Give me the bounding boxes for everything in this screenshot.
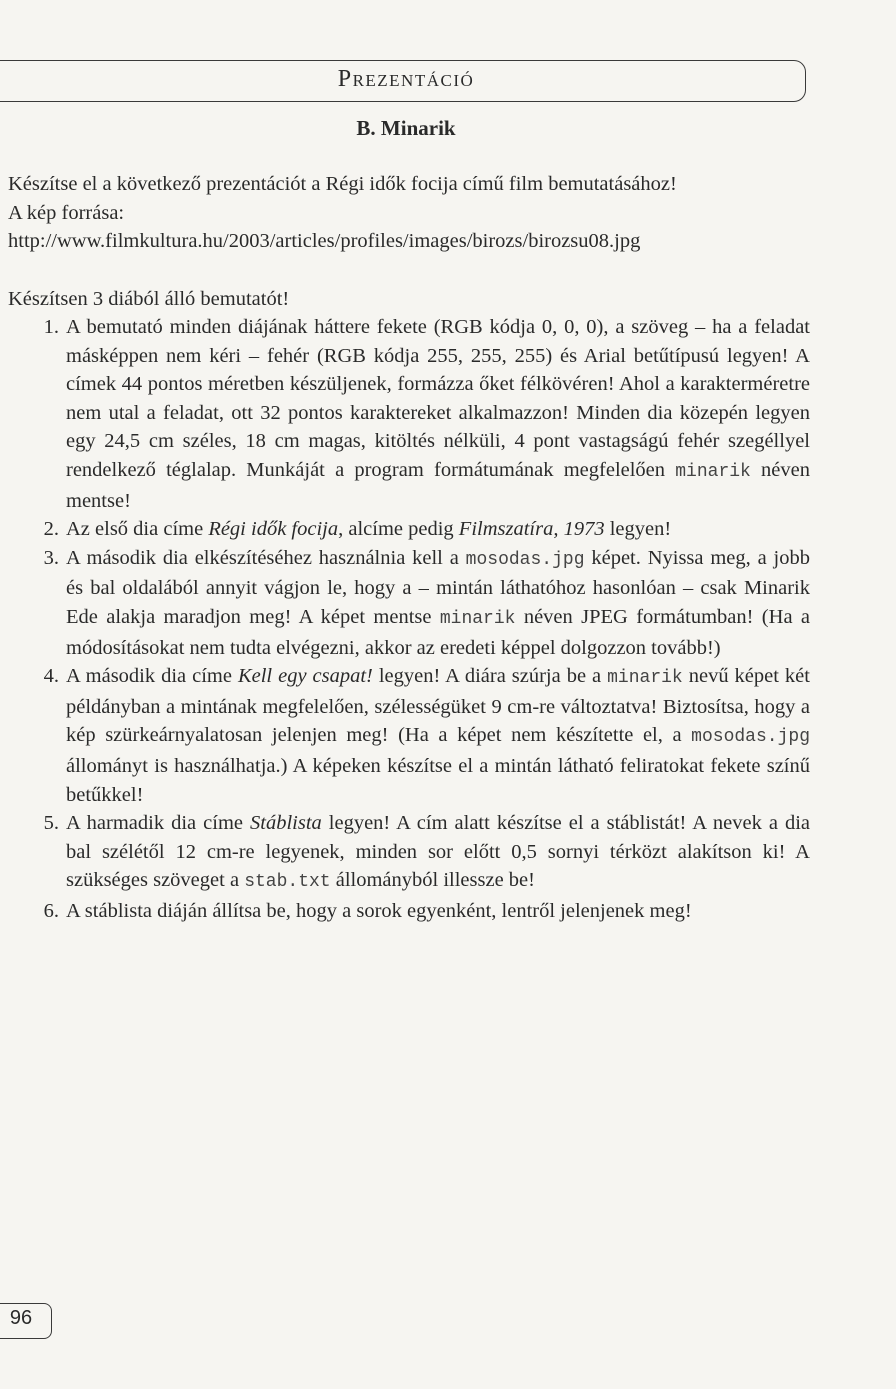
task-number: 5.: [43, 812, 59, 835]
task-lead: [8, 285, 810, 314]
intro-line: Készítse el a következő prezentációt a Régi idők focija című film bemutatásához!: [8, 173, 677, 195]
task-item: [8, 809, 810, 897]
task-item: [8, 515, 810, 544]
task-text: A bemutató minden diájának háttere fekete (RGB kódja 0, 0, 0), a szöveg – ha a feladat másképpen nem kéri – fehér (RGB kódja 255, 255, 255) és Arial betűtípusú legyen! A címek 44 pontos méretben készüljenek, formázza őket félkövéren! Ahol a karakterméretre nem utal a feladat, ott 32 pontos karaktereket alkalmazzon! Minden dia közepén legyen egy 24,5 cm széles, 18 cm magas, kitöltés nélküli, 4 pont vastagságú fehér szegéllyel rendelkező téglalap. Munkáját a program formátumának megfelelően: [66, 316, 810, 481]
author-name: B. Minarik: [356, 116, 456, 140]
task-text: legyen!: [604, 518, 672, 541]
task-text: legyen! A cím alatt készítse el a stáblistát! A nevek a dia bal szélétől 12 cm-re legyenek, minden sor előtt 0,5 sornyi térközt alakítson ki! A szükséges szöveget a: [66, 812, 810, 892]
task-text: A harmadik dia címe: [66, 812, 250, 835]
task-text: A második dia címe: [66, 665, 238, 688]
task-item: [8, 313, 810, 515]
task-text: néven mentse!: [66, 458, 810, 512]
task-item: [8, 897, 810, 926]
filename: minarik: [439, 608, 516, 629]
task-number: 2.: [43, 518, 59, 541]
task-text: nevű képet két példányban a mintának megfelelően, szélességüket 9 cm-re változtatva! Biztosítsa, hogy a kép szürkeárnyalatosan jelenjen meg! (Ha a képet nem készítette el, a: [66, 665, 810, 747]
task-text: , alcíme pedig: [338, 518, 459, 541]
task-item: [8, 544, 810, 662]
italic-title: Régi idők focija: [208, 518, 339, 541]
task-lead-text: Készítsen 3 diából álló bemutatót!: [8, 288, 290, 310]
page-number: 96: [9, 1307, 33, 1329]
intro-paragraph: [8, 170, 810, 256]
page-title: Prezentáció: [337, 66, 475, 92]
task-number: 1.: [43, 316, 59, 338]
italic-title: Filmszatíra, 1973: [458, 518, 605, 541]
filename: stab.txt: [244, 872, 331, 893]
task-list: [8, 313, 810, 925]
task-text: néven JPEG formátumban! (Ha a módosításokat nem tudta elvégezni, akkor az eredeti képpel dolgozzon tovább!): [66, 605, 810, 659]
filename: mosodas.jpg: [465, 549, 585, 570]
source-url: http://www.filmkultura.hu/2003/articles/profiles/images/birozs/birozsu08.jpg: [8, 230, 641, 253]
task-text: Az első dia címe: [66, 518, 209, 541]
filename: minarik: [675, 461, 751, 482]
task-number: 4.: [43, 665, 59, 688]
task-number: 3.: [43, 546, 59, 569]
task-text: képet. Nyissa meg, a jobb és bal oldalából annyit vágjon le, hogy a – mintán láthatóhoz hasonlóan – csak Minarik Ede alakja maradjon meg! A képet mentse: [66, 546, 810, 628]
filename: mosodas.jpg: [691, 727, 810, 748]
task-text: legyen! A diára szúrja be a: [372, 665, 608, 688]
italic-title: Kell egy csapat!: [237, 665, 373, 688]
task-text: A stáblista diáján állítsa be, hogy a sorok egyenként, lentről jelenjenek meg!: [66, 899, 692, 922]
filename: minarik: [607, 668, 683, 689]
italic-title: Stáblista: [250, 812, 322, 835]
task-text: állományból illessze be!: [330, 869, 535, 892]
task-text: állományt is használhatja.) A képeken készítse el a mintán látható feliratokat fekete színű betűkkel!: [66, 754, 810, 806]
task-item: [8, 662, 810, 809]
task-text: A második dia elkészítéséhez használnia kell a: [66, 546, 466, 569]
task-number: 6.: [43, 899, 59, 922]
source-label: A kép forrása:: [8, 201, 125, 224]
